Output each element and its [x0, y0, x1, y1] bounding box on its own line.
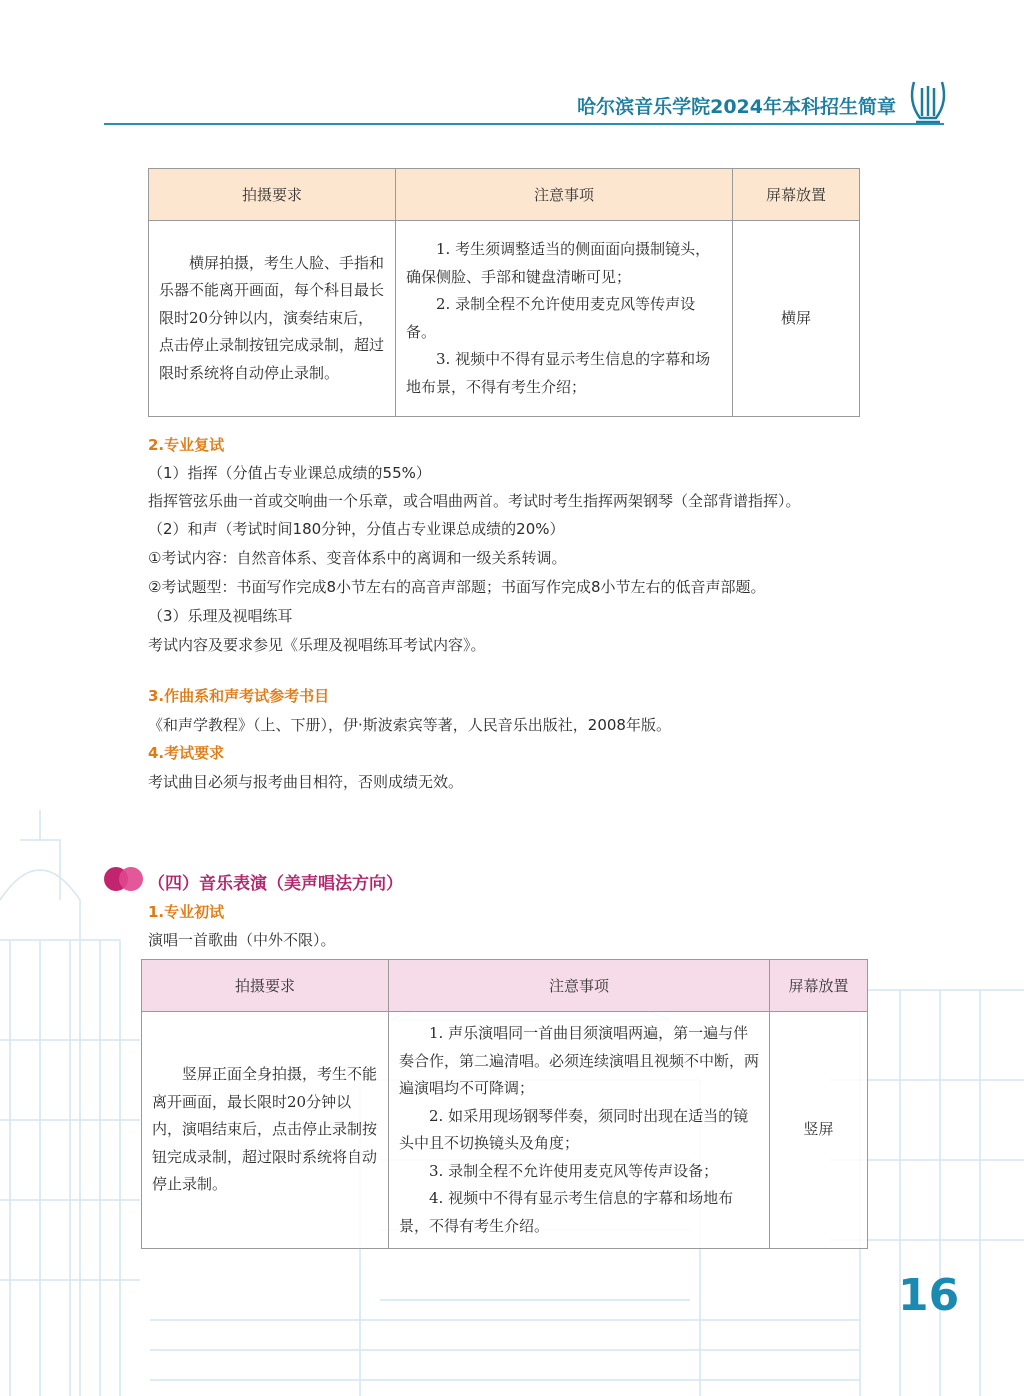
note-item: 3. 录制全程不允许使用麦克风等传声设备； — [429, 1161, 719, 1180]
col-header-notes: 注意事项 — [396, 169, 733, 221]
body-line: ②考试题型：书面写作完成8小节左右的高音声部题；书面写作完成8小节左右的低音声部题。 — [148, 578, 766, 596]
recording-requirements-table — [148, 168, 860, 417]
section-bullet-icon — [104, 867, 144, 891]
body-line: （1）指挥（分值占专业课总成绩的55%） — [148, 464, 431, 482]
notes-cell — [396, 221, 733, 417]
body-line: 《和声学教程》（上、下册），伊·斯波索宾等著，人民音乐出版社，2008年版。 — [148, 716, 671, 734]
shooting-requirement-cell: 竖屏正面全身拍摄，考生不能离开画面，最长限时20分钟以内，演唱结束后，点击停止录制按钮完成录制，超过限时系统将自动停止录制。 — [142, 1012, 389, 1249]
section-heading: 2.专业复试 — [148, 436, 225, 454]
header-divider — [104, 123, 944, 125]
section-heading: 3.作曲系和声考试参考书目 — [148, 687, 330, 705]
note-item: 2. 如采用现场钢琴伴奏，须同时出现在适当的镜头中且不切换镜头及角度； — [399, 1106, 749, 1152]
col-header-screen: 屏幕放置 — [770, 960, 868, 1012]
body-line: 考试曲目必须与报考曲目相符，否则成绩无效。 — [148, 773, 464, 791]
col-header-notes: 注意事项 — [389, 960, 770, 1012]
screen-orientation-cell: 横屏 — [733, 221, 860, 417]
header-title: 哈尔滨音乐学院2024年本科招生简章 — [577, 96, 896, 118]
body-line: （3）乐理及视唱练耳 — [148, 607, 293, 625]
col-header-shooting: 拍摄要求 — [142, 960, 389, 1012]
page-number: 16 — [898, 1270, 960, 1321]
section-heading: 1.专业初试 — [148, 903, 225, 921]
col-header-screen: 屏幕放置 — [733, 169, 860, 221]
note-item: 4. 视频中不得有显示考生信息的字幕和场地布景，不得有考生介绍。 — [399, 1189, 734, 1235]
lyre-logo-icon — [906, 76, 950, 126]
body-line: 演唱一首歌曲（中外不限）。 — [148, 931, 336, 949]
notes-cell — [389, 1012, 770, 1249]
screen-orientation-cell: 竖屏 — [770, 1012, 868, 1249]
body-line: ①考试内容：自然音体系、变音体系中的离调和一级关系转调。 — [148, 549, 567, 567]
col-header-shooting: 拍摄要求 — [149, 169, 396, 221]
note-item: 1. 声乐演唱同一首曲目须演唱两遍，第一遍与伴奏合作，第二遍清唱。必须连续演唱且视频不中断，两遍演唱均不可降调； — [399, 1024, 760, 1097]
shooting-requirement-cell: 横屏拍摄，考生人脸、手指和乐器不能离开画面，每个科目最长限时20分钟以内，演奏结束后，点击停止录制按钮完成录制，超过限时系统将自动停止录制。 — [149, 221, 396, 417]
section-heading: 4.考试要求 — [148, 744, 225, 762]
body-line: 指挥管弦乐曲一首或交响曲一个乐章，或合唱曲两首。考试时考生指挥两架钢琴（全部背谱指挥）。 — [148, 492, 801, 510]
part-title: （四）音乐表演（美声唱法方向） — [148, 874, 403, 894]
body-line: 考试内容及要求参见《乐理及视唱练耳考试内容》。 — [148, 636, 486, 654]
recording-requirements-table-vocal — [141, 959, 868, 1249]
note-item: 3. 视频中不得有显示考生信息的字幕和场地布景，不得有考生介绍； — [406, 350, 711, 396]
body-line: （2）和声（考试时间180分钟，分值占专业课总成绩的20%） — [148, 520, 565, 538]
note-item: 1. 考生须调整适当的侧面面向摄制镜头，确保侧脸、手部和键盘清晰可见； — [406, 240, 711, 286]
note-item: 2. 录制全程不允许使用麦克风等传声设备。 — [406, 295, 696, 341]
